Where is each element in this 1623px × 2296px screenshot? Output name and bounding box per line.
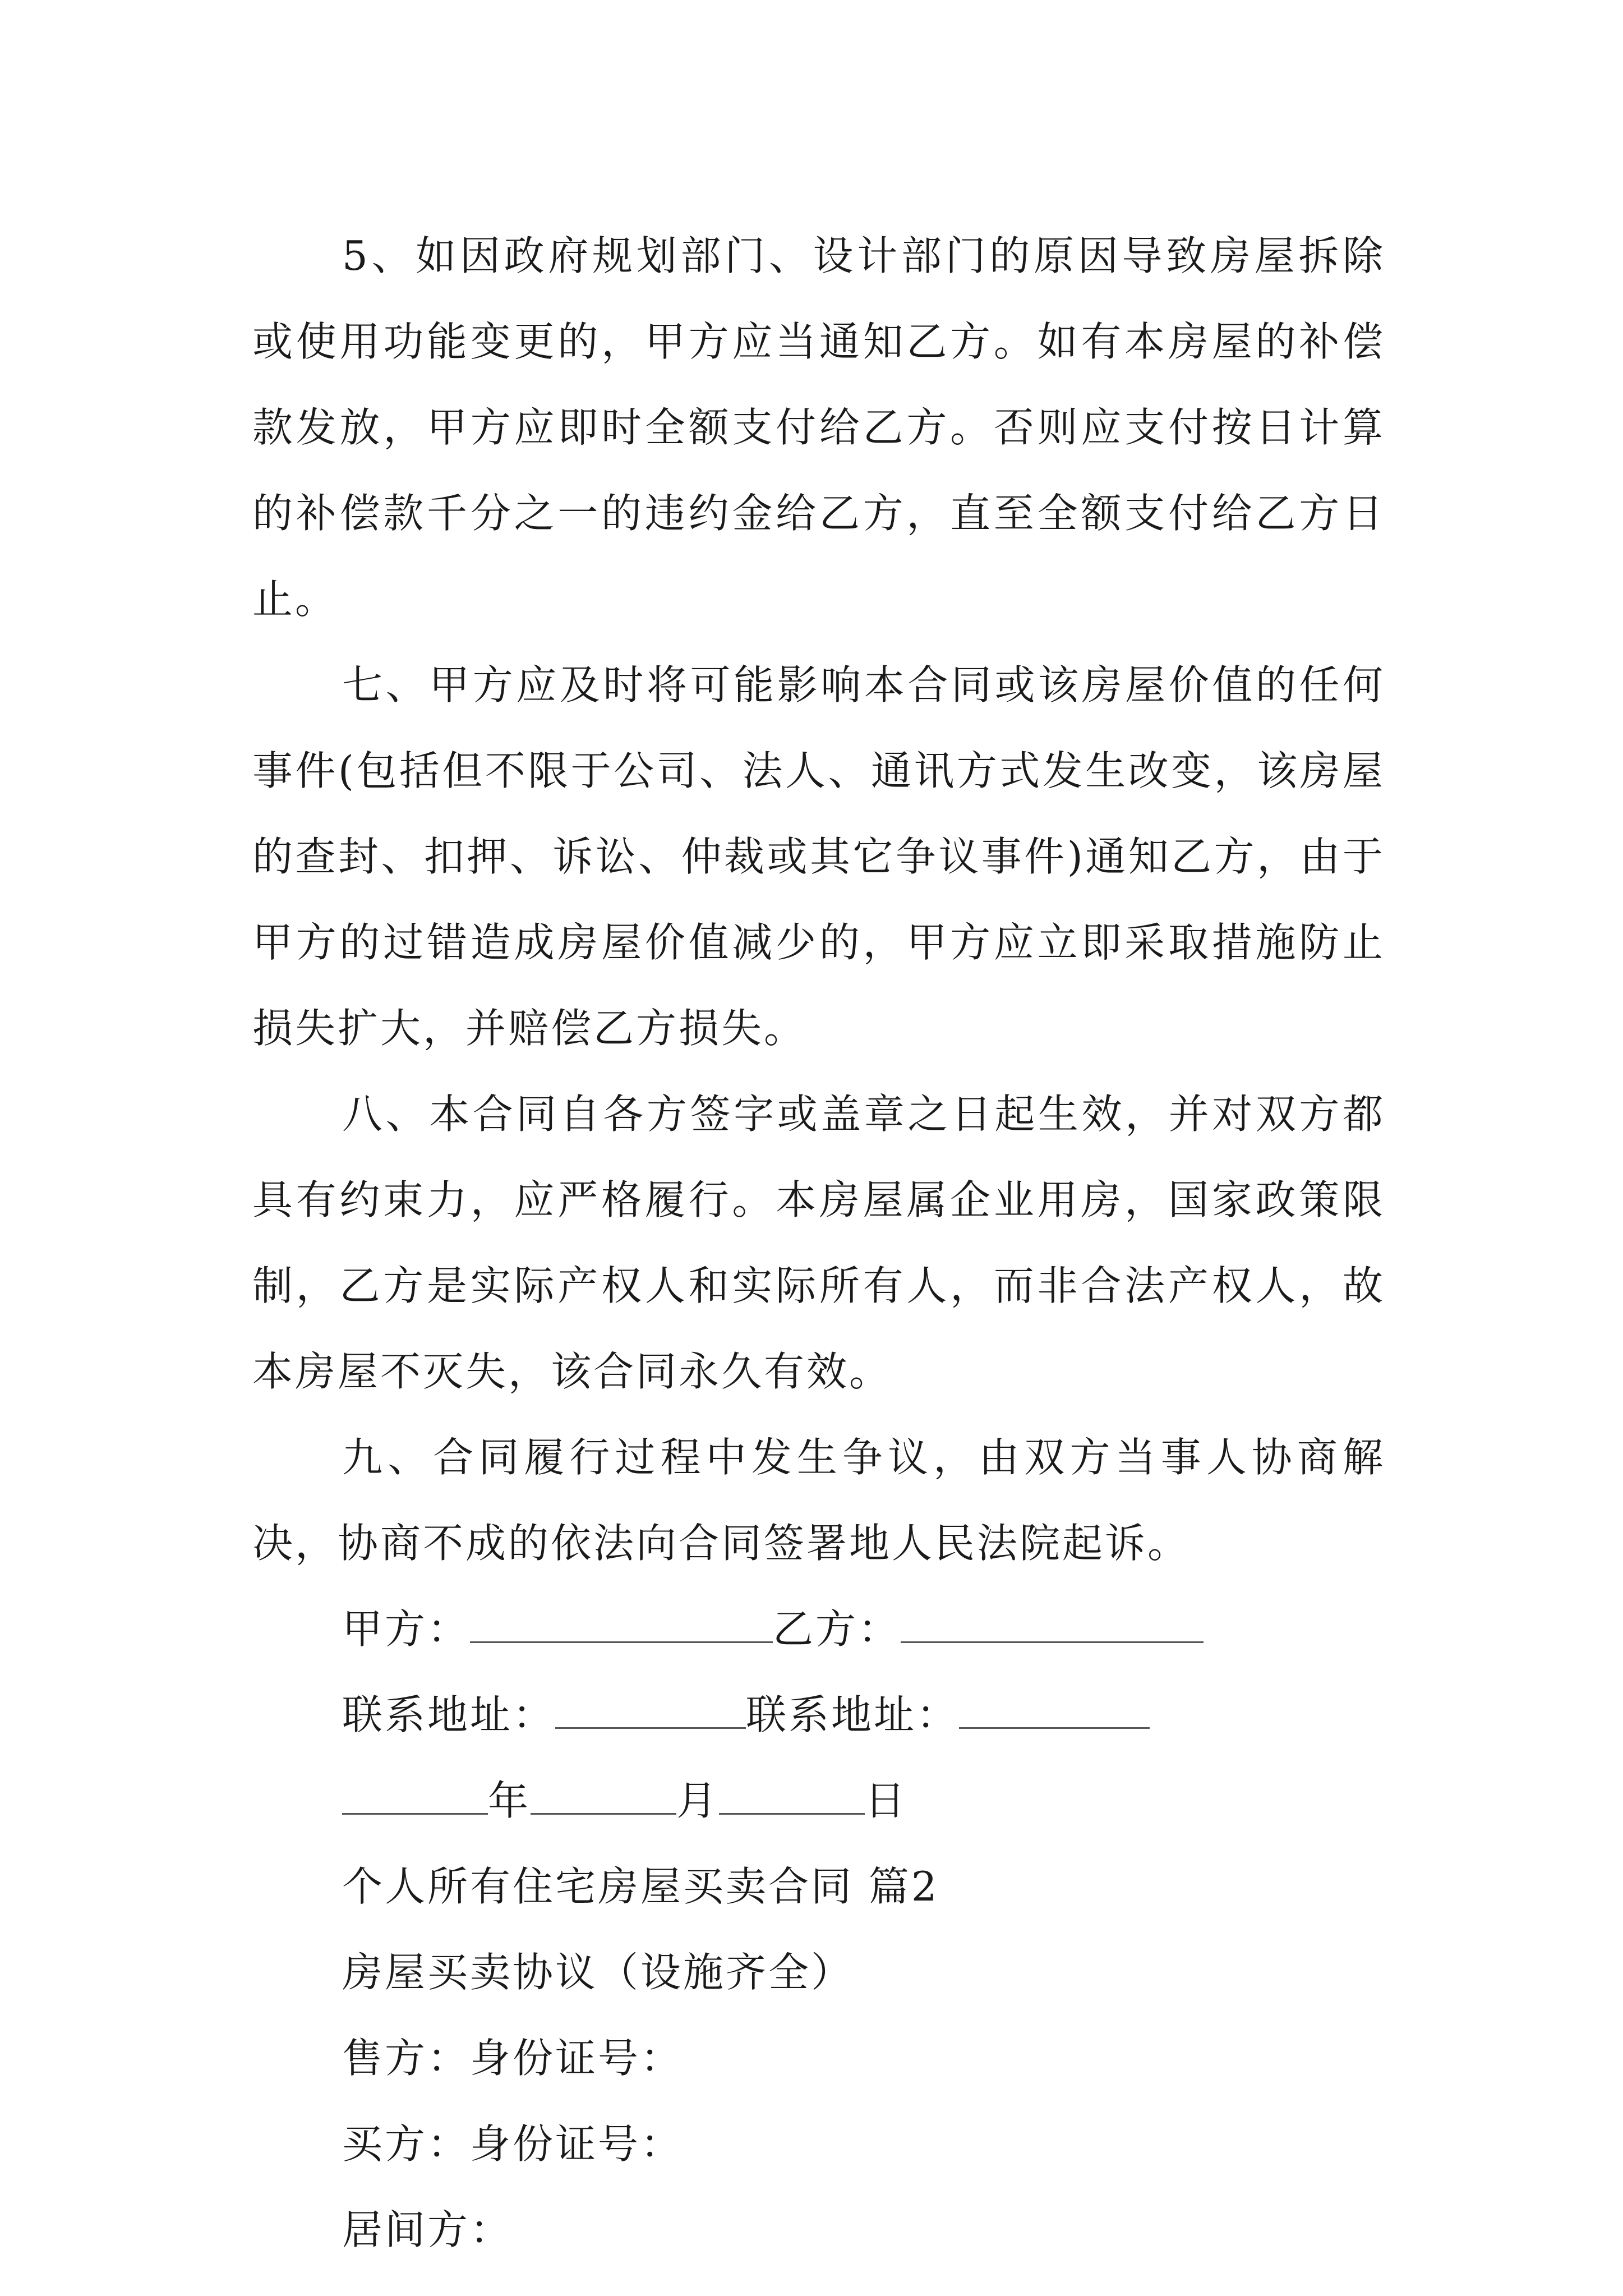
address-a-blank <box>555 1691 746 1729</box>
clause-7: 七、甲方应及时将可能影响本合同或该房屋价值的任何事件(包括但不限于公司、法人、通讯方式发生改变，该房屋的查封、扣押、诉讼、仲裁或其它争议事件)通知乙方，由于甲方的过错造成房屋价值减少的，甲方应立即采取措施防止损失扩大，并赔偿乙方损失。 <box>252 661 1385 1052</box>
broker-line: 居间方： <box>342 2206 513 2253</box>
party-a-label: 甲方： <box>342 1605 471 1653</box>
signature-address-line <box>252 1672 1385 1758</box>
section2-heading: 个人所有住宅房屋买卖合同 篇2 <box>342 1863 939 1910</box>
buyer-line: 买方：身份证号： <box>342 2120 684 2168</box>
month-blank <box>531 1777 676 1815</box>
address-b-label: 联系地址： <box>746 1691 960 1738</box>
signature-parties-line <box>252 1586 1385 1672</box>
signature-date-line <box>252 1758 1385 1844</box>
party-b-blank <box>901 1605 1204 1643</box>
year-blank <box>342 1777 488 1815</box>
section2-subheading: 房屋买卖协议（设施齐全） <box>342 1949 854 1996</box>
clause-8: 八、本合同自各方签字或盖章之日起生效，并对双方都具有约束力，应严格履行。本房屋属企业用房，国家政策限制，乙方是实际产权人和实际所有人，而非合法产权人，故本房屋不灭失，该合同永久有效。 <box>252 1091 1385 1395</box>
document-body <box>252 213 1385 2273</box>
clause-5: 5、如因政府规划部门、设计部门的原因导致房屋拆除或使用功能变更的，甲方应当通知乙方。如有本房屋的补偿款发放，甲方应即时全额支付给乙方。否则应支付按日计算的补偿款千分之一的违约金给乙方，直至全额支付给乙方日止。 <box>252 232 1385 623</box>
day-blank <box>719 1777 865 1815</box>
month-label: 月 <box>676 1777 720 1824</box>
year-label: 年 <box>488 1777 531 1824</box>
address-a-label: 联系地址： <box>342 1691 556 1738</box>
clause-9: 九、合同履行过程中发生争议，由双方当事人协商解决，协商不成的依法向合同签署地人民法院起诉。 <box>252 1434 1385 1567</box>
party-b-label: 乙方： <box>773 1605 901 1653</box>
party-a-blank <box>470 1605 773 1643</box>
day-label: 日 <box>865 1777 908 1824</box>
seller-line: 售方：身份证号： <box>342 2035 684 2082</box>
address-b-blank <box>959 1691 1150 1729</box>
